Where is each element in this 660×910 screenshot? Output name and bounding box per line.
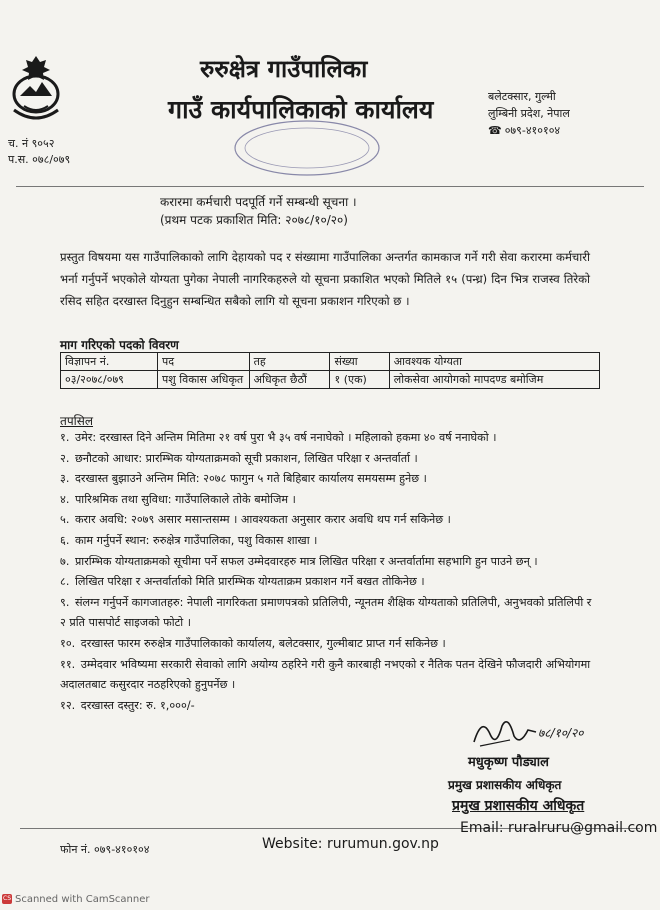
list-item: ११. उम्मेदवार भविष्यमा सरकारी सेवाको लागि अयोग्य ठहरिने गरी कुनै कारबाही नभएको र नैतिक पतन देखिने फौजदारी अभियोगमा अदालतबाट कसुरदार नठहरिएको हुनुपर्नेछ । xyxy=(60,657,591,692)
signer-designation: प्रमुख प्रशासकीय अधिकृत xyxy=(448,778,562,792)
notice-body: प्रस्तुत विषयमा यस गाउँपालिकाको लागि देहायको पद र संख्यामा गाउँपालिका अन्तर्गत कामकाज गर्ने गरी सेवा करारमा कर्मचारी भर्ना गर्नुपर्ने भएकोले योग्यता पुगेका नेपाली नागरिकहरुले यो सूचना प्रकाशित भएको मितिले १५ (पन्ध्र) दिन भित्र राजस्व तिरेको रसिद सहित दरखास्त दिनुहुन सम्बन्धित सबैको लागि यो सूचना प्रकाशन गरिएको छ । xyxy=(60,249,590,308)
list-item: १०. दरखास्त फारम रुरुक्षेत्र गाउँपालिकाको कार्यालय, बलेटक्सार, गुल्मीबाट प्राप्त गर्न सकिनेछ । xyxy=(60,636,446,650)
footer-phone: फोन नं. ०७९-४१०१०४ xyxy=(60,843,150,856)
column-header: संख्या xyxy=(330,353,389,371)
list-item: २. छनौटको आधार: प्रारम्भिक योग्यताक्रमको सूची प्रकाशन, लिखित परिक्षा र अन्तर्वार्ता । xyxy=(60,451,418,465)
notice-heading-block xyxy=(160,193,357,229)
list-item: ७. प्रारम्भिक योग्यताक्रमको सूचीमा पर्ने सफल उम्मेदवारहरु मात्र लिखित परिक्षा र अन्तर्वार्तामा सहभागि हुन पाउने छन् । xyxy=(60,554,538,568)
designation-stamp: प्रमुख प्रशासकीय अधिकृत xyxy=(452,798,585,814)
government-emblem-icon xyxy=(6,52,66,124)
header-divider xyxy=(16,186,644,187)
camscanner-icon: CS xyxy=(3,895,11,902)
scanner-watermark xyxy=(2,894,150,905)
office-name: रुरुक्षेत्र गाउँपालिका xyxy=(200,54,368,83)
chalani-number: च. नं ९०५२ xyxy=(8,137,55,150)
phone-line xyxy=(488,122,570,139)
published-date: (प्रथम पटक प्रकाशित मिति: २०७८/१०/२०) xyxy=(160,213,348,227)
office-phone: ०७९-४१०१०४ xyxy=(504,124,561,137)
list-item: ९. संलग्न गर्नुपर्ने कागजातहरु: नेपाली नागरिकता प्रमाणपत्रको प्रतिलिपी, न्यूनतम शैक्षिक योग्यताको प्रतिलिपी, अनुभवको प्रतिलिपी र २ प्रति पासपोर्ट साइजको फोटो । xyxy=(60,595,592,630)
telephone-icon: ☎ xyxy=(488,124,502,137)
office-address xyxy=(488,88,570,139)
office-title: गाउँ कार्यपालिकाको कार्यालय xyxy=(168,95,434,124)
footer-email[interactable]: Email: ruralruru@gmail.com xyxy=(460,820,658,836)
address-line-1: बलेटक्सार, गुल्मी xyxy=(488,90,556,103)
address-line-2: लुम्बिनी प्रदेश, नेपाल xyxy=(488,107,570,120)
list-item: १२. दरखास्त दस्तुर: रु. १,०००/- xyxy=(60,698,195,712)
table-row xyxy=(61,371,600,389)
watermark-text: Scanned with CamScanner xyxy=(15,894,150,905)
signer-name: मधुकृष्ण पौड्याल xyxy=(468,755,549,770)
column-header: विज्ञापन नं. xyxy=(61,353,158,371)
posts-table xyxy=(60,352,600,389)
table-cell: पशु विकास अधिकृत xyxy=(158,371,250,389)
table-cell: ०३/२०७८/०७९ xyxy=(61,371,158,389)
list-item: ३. दरखास्त बुझाउने अन्तिम मिति: २०७८ फागुन ५ गते बिहिबार कार्यालय समयसम्म हुनेछ । xyxy=(60,472,427,486)
footer-website[interactable]: Website: rurumun.gov.np xyxy=(262,836,439,852)
table-header-row xyxy=(61,353,600,371)
patra-sankhya: प.स. ०७८/०७९ xyxy=(8,153,71,166)
list-item: ६. काम गर्नुपर्ने स्थान: रुरुक्षेत्र गाउँपालिका, पशु विकास शाखा । xyxy=(60,533,318,547)
column-header: तह xyxy=(249,353,330,371)
notice-heading: करारमा कर्मचारी पदपूर्ति गर्ने सम्बन्धी सूचना । xyxy=(160,195,357,209)
office-seal xyxy=(232,118,382,178)
signature-date: ७८/१०/२० xyxy=(538,726,584,740)
list-item: ४. पारिश्रमिक तथा सुविधा: गाउँपालिकाले तोके बमोजिम । xyxy=(60,492,296,506)
notes-list xyxy=(60,428,600,716)
list-item: ५. करार अवधि: २०७९ असार मसान्तसम्म । आवश्यकता अनुसार करार अवधि थप गर्न सकिनेछ । xyxy=(60,513,451,527)
table-cell: अधिकृत छैठौं xyxy=(249,371,330,389)
table-cell: लोकसेवा आयोगको मापदण्ड बमोजिम xyxy=(389,371,599,389)
notes-title: तपसिल xyxy=(60,414,94,428)
table-cell: १ (एक) xyxy=(330,371,389,389)
column-header: आवश्यक योग्यता xyxy=(389,353,599,371)
posts-section-title: माग गरिएको पदको विवरण xyxy=(60,338,179,352)
list-item: ८. लिखित परिक्षा र अन्तर्वार्ताको मिति प्रारम्भिक योग्यताक्रम प्रकाशन गर्ने बखत तोकिनेछ । xyxy=(60,575,425,589)
list-item: १. उमेर: दरखास्त दिने अन्तिम मितिमा २१ वर्ष पुरा भै ३५ वर्ष ननाघेको । महिलाको हकमा ४० वर्ष ननाघेको । xyxy=(60,431,497,444)
column-header: पद xyxy=(158,353,250,371)
reference-numbers xyxy=(8,136,70,168)
